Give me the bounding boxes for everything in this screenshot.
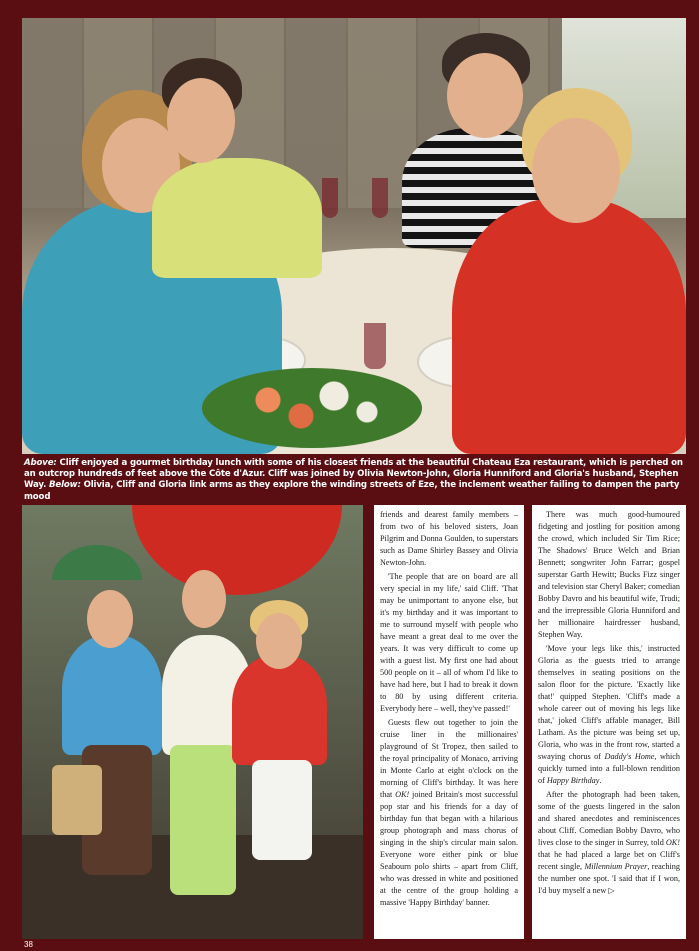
caption-below-label: Below:: [49, 480, 81, 491]
red-umbrella: [132, 505, 342, 595]
flower-centrepiece: [202, 368, 422, 448]
article-column-2: [532, 505, 686, 939]
face: [532, 118, 620, 223]
green-trousers: [170, 745, 236, 895]
person-cliff: [152, 158, 322, 278]
top-photo: [22, 18, 686, 454]
paragraph: friends and dearest family members – from two of his beloved sisters, Joan Pilgrim and Donna Goulden, to superstars such as Dame Shirley Bassey and Olivia Newton-John.: [380, 510, 518, 567]
paragraph: [380, 717, 518, 909]
page-number: 38: [24, 940, 33, 949]
caption-above-text: Cliff enjoyed a gourmet birthday lunch with some of his closest friends at the beautiful Chateau Eza restaurant, which is perched on an outcrop hundreds of feet above the Côte d'Azur. Cliff was joined by Olivia Newton-John, Gloria Hunniford and Gloria's husband, Stephen Way.: [24, 458, 683, 491]
song-title: Millennium Prayer: [584, 862, 648, 871]
straw-bag: [52, 765, 102, 835]
song-title: Happy Birthday: [546, 776, 600, 785]
paragraph: There was much good-humoured fidgeting and jostling for position among the crowd, which included Sir Tim Rice; The Shadows' Bruce Welch and Brian Bennett; songwriter John Farrar; gospel superstar Garth Hewitt; Bucks Fizz singer and television star Cheryl Baker; comedian Bobby Davro and his beautiful wife, Trudi; and the irrepressible Gloria Hunniford and her millionaire hairdresser husband, Stephen Way.: [538, 510, 680, 639]
text-run: 'Move your legs like this,' instructed Gloria as the guests tried to arrange themselves in seating positions on the salon floor for the picture. 'Exactly like that!' quipped Stephen. 'Cliff's made a whole career out of moving his legs like that,' joked Cliff's affable manager, Bill Latham. As the picture was being set up, Gloria, who was in the front row, started a swaying chorus of: [538, 644, 680, 761]
magazine-name: OK!: [665, 838, 680, 847]
paragraph: [538, 643, 680, 787]
face: [447, 53, 523, 138]
paragraph: 'The people that are on board are all very special in my life,' said Cliff. 'That may be unimportant to anyone else, but it's my birthday and it was important to me to surround myself with people who have meant a great deal to me over the years. It was very difficult to come up with a guest list. My first one had about 500 people on it – all of whom I'd like to have had here, but I had to break it down to 80 by using different criteria. Everybody here – well, they've passed!': [380, 572, 518, 713]
text-run: .: [599, 776, 602, 785]
green-umbrella: [52, 545, 142, 580]
magazine-name: OK!: [395, 790, 410, 799]
article-column-1: [374, 505, 524, 939]
bottom-photo: [22, 505, 363, 939]
face: [167, 78, 235, 163]
person-gloria: [232, 655, 327, 765]
photo-caption: [24, 458, 688, 503]
text-run: that he had placed a large bet on Cliff's recent single,: [538, 850, 680, 871]
caption-above-label: Above:: [24, 458, 57, 468]
face: [256, 613, 302, 669]
paragraph: [538, 789, 680, 897]
wine-glass: [372, 178, 388, 218]
white-trousers: [252, 760, 312, 860]
face: [182, 570, 226, 628]
caption-below-text: Olivia, Cliff and Gloria link arms as they explore the winding streets of Eze, the inclement weather failing to dampen the party mood: [24, 480, 680, 502]
text-run: , reaching the number one spot. 'I said that if I won, I'd buy myself a new ▷: [538, 862, 680, 895]
text-run: joined Britain's most successful pop star and his friends for a day of birthday fun that began with a hilarious group photograph and mass chorus of singing in the ship's circular main salon. Everyone wore either pink or blue Seabourn polo shirts – apart from Cliff, who was dressed in white and positioned at the centre of the group holding a massive 'Happy Birthday' banner.: [380, 790, 518, 907]
wine-glass: [322, 178, 338, 218]
wine-glass: [364, 323, 386, 369]
person-olivia: [62, 635, 162, 755]
person-gloria: [452, 198, 686, 454]
text-run: , which quickly turned into a full-blown rendition of: [538, 752, 680, 785]
song-title: Daddy's Home: [604, 752, 655, 761]
face: [87, 590, 133, 648]
text-run: Guests flew out together to join the cruise liner in the millionaires' playground of St Tropez, then sailed to the royal principality of Monaco, arriving in Monte Carlo at eight o'clock on the morning of Cliff's birthday. It was here that: [380, 718, 518, 799]
text-run: After the photograph had been taken, some of the guests lingered in the salon and shared anecdotes and reminiscences about Cliff. Comedian Bobby Davro, who lives close to the singer in Surrey, told: [538, 790, 680, 847]
